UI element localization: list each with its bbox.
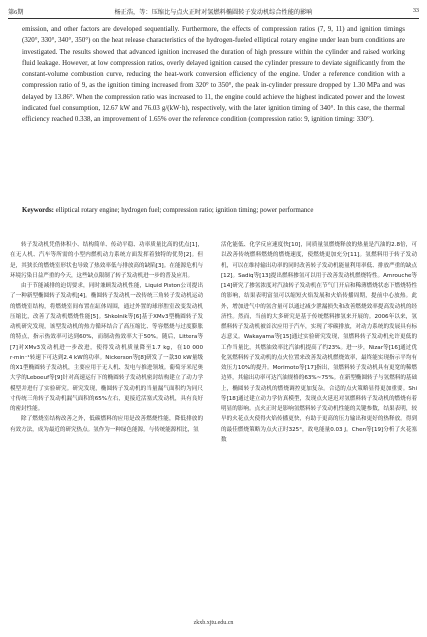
keywords: [22, 205, 405, 216]
running-title: 杨正浩，等：压缩比与点火正时对氢燃料椭圆转子发动机综合性能的影响: [114, 9, 313, 16]
paragraph: 活化能低、化学反应速度快[10]，同质量氢燃烧释放的热量是汽油的2.8倍，可以改善传统燃料燃烧的燃烧速度，使燃烧更加充分[11]。氢燃料用于转子发动机，可以在维持输出功率的同时改善转子发动机能量利用率低、排放严重的缺点[12]。Sadiq等[13]提出燃料掺氢可以用于改善发动机燃烧特性。Amrouche等[14]研究了掺氢浓度对汽油转子发动机在节气门开启和稀薄燃烧状态下燃烧特性的影响，结果表明富氢可以缩短火焰发展和火焰传播周期，提前中心放热。此外，增加进气中的氢含量可以通过减少泄漏损失和改善燃烧效率提高发动机的经济性。然而，当前的大多研究是基于传统燃料掺氢来开展的。2006年以来，氢燃料转子发动机被首次应用于汽车，实现了零碳排放，对动力系统的发展具有标志意义。Wakayama等[15]通过实验研究发现，氢燃料转子发动机允许更低的工作当量比，其燃油效率比汽油机提高了约23%。进一步，Nizar等[16]通过优化氢燃料转子发动机的点火位置来改善发动机燃烧效率，最终能实现指示平均有效压力10%的提升。Morimoto等[17]指出，氢燃料转子发动机具有更宽的稀燃边界，其输出功率可达汽油规格的63%~75%。在新型椭圆转子与氢燃料的基础上，椭圆转子发动机的燃烧调控更加复杂。合适的点火策略显得更加重要。Shi等[18]通过建立动力学仿真模型，发现点火延迟对氢燃料转子发动机的燃烧有着明显的影响。点火正时是影响氢燃料转子发动机性能的关键参数，结果表明，较早的火花点火使得火焰传播更快，有助于更高的压力输出和更好的热释放。得到的最佳燃烧策略为点火正时325°，故电能量0.03 J。Chen等[19]分析了火花塞数: [221, 242, 417, 443]
issue-label: 第6期: [8, 9, 24, 16]
page-number: 33: [412, 7, 419, 14]
paragraph: 由于节能减排的迫切要求，同时兼顾发动机性能，Liquid Piston公司提出了一种新型椭圆转子发动机[4]。椭圆转子发动机一改传统三角转子发动机运动的燃烧室结构，将燃烧室间布置在缸体周围，通过外置的球形腔室改变发动机压缩比，改善了发动机燃烧性能[5]。Shkolnik等[6]基于XMv3型椭圆转子发动机研究发现，该型发动机的热力循环结合了高压缩比、等容燃烧与过度膨胀的特点，指示热效率可达到60%，而制动热效率大于50%。随后，Littera等[7]对XMv3发动机进一步改进，使得发动机质量降至1.7 kg，在10 000 r·min⁻¹转速下可达到2.4 kW的功率。Nickerson等[8]研发了一款30 kW量级的X1型椭圆转子发动机，主要应用于无人机、发电与推进领域。葡萄牙米尼奥大学的Leboeuf等[9]针对高速运行下的椭圆转子发动机密封结构建立了动力学模型并进行了实验研究。研究发现，椭圆转子发动机的当量漏气面积约为同尺寸传统三角转子发动机漏气面积的65%左右，更接近活塞式发动机，具有良好的密封性能。: [10, 283, 203, 412]
footer-url: zkxb.xjtu.edu.cn: [193, 620, 234, 626]
abstract-continuation: emission, and other factors are developed sequentially. Furthermore, the effects of compression ratios (7, 9, 11) and ignition timings (320°, 330°, 340°, 350°) on the heat release characteristics of the hydrogen-fueled elliptical rotary engine under lean burn conditions are investigated. The results showed that advanced ignition increased the duration of high pressure within the cylinder and raised working fluid leakage. However, at low compression ratios, overly delayed ignition caused the cylinder pressure to deviate significantly from the constant-volume combustion curve, reducing the heat-work conversion efficiency of the engine. Under a reference condition with a compression ratio of 9, as the ignition timing increased from 320° to 350°, the peak in-cylinder pressure dropped by 1.30 MPa and was delayed by 13.86°. When the compression ratio was increased to 11, the engine could achieve the highest indicated power and the lowest indicated fuel consumption, 12.67 kW and 76.03 g/(kW·h), respectively, with the later ignition timing of 340°. In this case, the thermal efficiency reached 0.338, an improvement of 1.65% over the reference condition (compression ratio: 9, ignition timing: 330°).: [22, 26, 405, 124]
left-column: [10, 240, 203, 435]
right-column: [221, 240, 417, 445]
paragraph: 转子发动机凭借体积小、结构简单、传动平稳、功率质量比高的优点[1]，在无人机、汽车等所需的小型内燃机动力系统方面发挥着独特的优势[2]。但是，其狭长的燃烧室形状也导致了热效率低与排放高的缺陷[3]。在能源危机与环境污染日益严重的今天，这些缺点限制了转子发动机进一步的普及应用。: [10, 242, 203, 279]
running-header: [8, 6, 419, 19]
keywords-label: Keywords:: [22, 207, 54, 214]
keywords-text: elliptical rotary engine; hydrogen fuel; compression ratio; ignition timing; power performance: [53, 207, 314, 214]
paragraph: 除了燃烧室结构改善之外，低碳燃料的应用是改善燃烧性能，降低排放的有效方法，成为最近的研究热点。氢作为一种绿色能源，与传统能源相比，氢: [10, 416, 203, 433]
